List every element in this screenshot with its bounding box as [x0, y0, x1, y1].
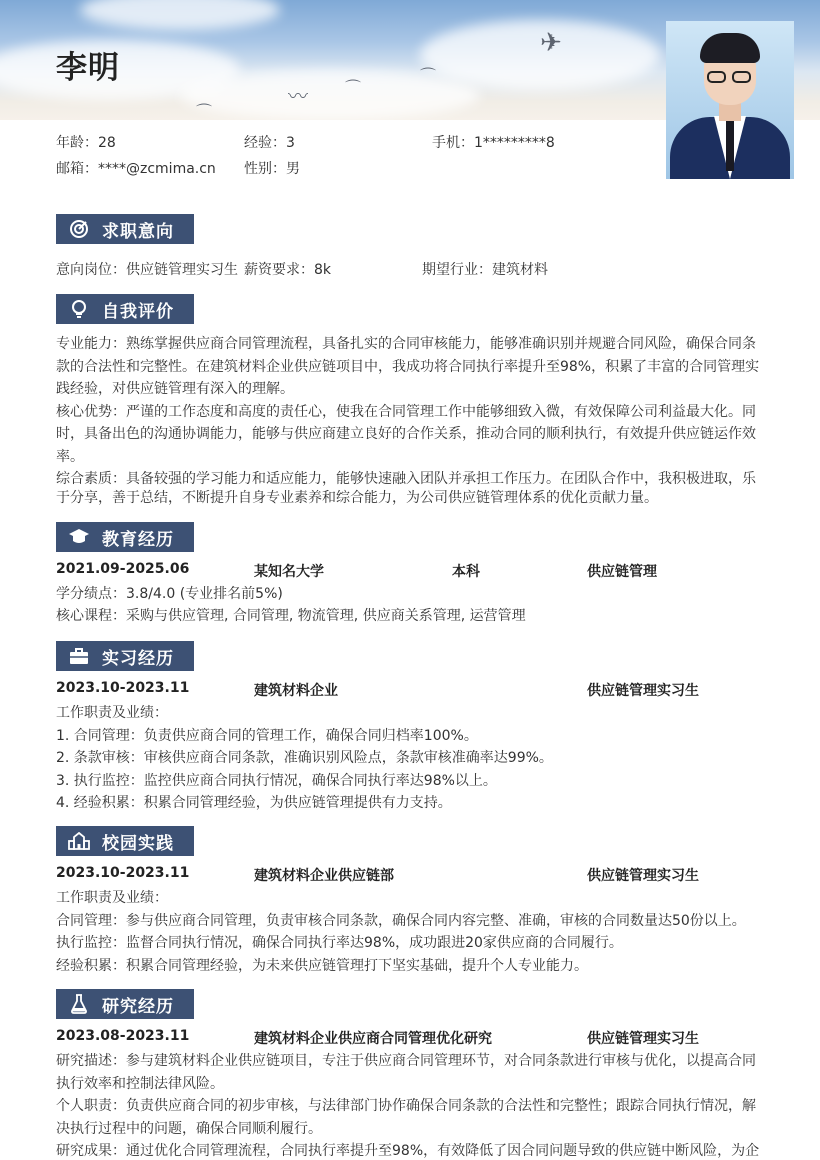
school-building-icon: [56, 826, 102, 856]
internship-period: 2023.10-2023.11: [56, 680, 190, 696]
gender: 性别：男: [244, 161, 300, 177]
education-gpa: 学分绩点：3.8/4.0 (专业排名前5%): [56, 586, 283, 602]
profile-photo: [666, 21, 794, 179]
internship-header-row: [56, 680, 766, 702]
self-eval-line: 专业能力：熟练掌握供应商合同管理流程，具备扎实的合同审核能力，能够准确识别并规避合同风险，确保合同条: [56, 336, 756, 352]
target-icon: [56, 214, 102, 244]
research-line: 个人职责：负责供应商合同的初步审核，与法律部门协作确保合同条款的合法性和完整性；跟踪合同执行情况，解: [56, 1098, 756, 1114]
cloud-decoration: [80, 0, 280, 30]
self-eval-line: 率。: [56, 448, 84, 465]
education-major: 供应链管理: [587, 564, 657, 580]
section-title-research: 研究经历: [56, 989, 194, 1019]
internship-item: 3. 执行监控：监控供应商合同执行情况，确保合同执行率达98%以上。: [56, 772, 497, 789]
research-line: 研究描述：参与建筑材料企业供应链项目，专注于供应商合同管理环节，对合同条款进行审核与优化，以提高合同: [56, 1053, 756, 1069]
campus-period: 2023.10-2023.11: [56, 865, 190, 881]
candidate-name: 李明: [56, 50, 120, 86]
section-title-self-eval: 自我评价: [56, 294, 194, 324]
email: 邮箱：****@zcmima.cn: [56, 161, 216, 177]
bird-icon: ⌒: [345, 78, 362, 97]
self-eval-line: 核心优势：严谨的工作态度和高度的责任心，使我在合同管理工作中能够细致入微，有效保障公司利益最大化。同: [56, 403, 756, 420]
education-period: 2021.09-2025.06: [56, 561, 190, 577]
self-eval-line: 时，具备出色的沟通协调能力，能够与供应商建立良好的合作关系，推动合同的顺利执行，有效提升供应链运作效: [56, 426, 756, 442]
intent-position: 意向岗位：供应链管理实习生: [56, 262, 238, 278]
internship-company: 建筑材料企业: [254, 683, 338, 699]
self-eval-line: 于分享，善于总结，不断提升自身专业素养和综合能力，为公司供应链管理体系的优化贡献力量。: [56, 490, 658, 506]
education-courses: 核心课程：采购与供应管理, 合同管理, 物流管理, 供应商关系管理, 运营管理: [56, 608, 526, 624]
education-school: 某知名大学: [254, 564, 324, 580]
section-title-internship: 实习经历: [56, 641, 194, 671]
briefcase-icon: [56, 641, 102, 671]
bird-icon: ⌒: [196, 102, 213, 120]
bird-icon: ✈: [540, 28, 562, 58]
bird-icon: ⌒: [420, 66, 437, 85]
self-eval-line: 款的合法性和完整性。在建筑材料企业供应链项目中，我成功将合同执行率提升至98%，积累了丰富的合同管理实: [56, 358, 760, 375]
internship-item: 2. 条款审核：审核供应商合同条款，准确识别风险点，条款审核准确率达99%。: [56, 750, 553, 766]
self-eval-line: 践经验，对供应链管理有深入的理解。: [56, 381, 294, 397]
age: 年龄：28: [56, 135, 116, 151]
research-project: 建筑材料企业供应商合同管理优化研究: [254, 1031, 492, 1047]
campus-role: 供应链管理实习生: [587, 868, 699, 884]
section-title-campus: 校园实践: [56, 826, 194, 856]
campus-item: 合同管理：参与供应商合同管理，负责审核合同条款，确保合同内容完整、准确，审核的合同数量达50份以上。: [56, 912, 746, 929]
education-header-row: [56, 561, 766, 583]
phone: 手机：1*********8: [432, 135, 555, 151]
research-period: 2023.08-2023.11: [56, 1028, 190, 1044]
campus-header-row: [56, 865, 766, 887]
internship-intro: 工作职责及业绩：: [56, 705, 168, 721]
self-eval-line: 综合素质：具备较强的学习能力和适应能力，能够快速融入团队并承担工作压力。在团队合作中，我积极进取，乐: [56, 471, 756, 487]
section-title-intent: 求职意向: [56, 214, 194, 244]
graduation-cap-icon: [56, 522, 102, 552]
campus-item: 执行监控：监督合同执行情况，确保合同执行率达98%，成功跟进20家供应商的合同履行。: [56, 935, 623, 951]
research-header-row: [56, 1028, 766, 1050]
lightbulb-icon: [56, 294, 102, 324]
research-line: 执行效率和控制法律风险。: [56, 1075, 224, 1092]
bird-icon: 〰: [288, 84, 308, 108]
campus-item: 经验积累：积累合同管理经验，为未来供应链管理打下坚实基础，提升个人专业能力。: [56, 957, 588, 974]
internship-item: 1. 合同管理：负责供应商合同的管理工作，确保合同归档率100%。: [56, 727, 478, 744]
research-line: 决执行过程中的问题，确保合同顺利履行。: [56, 1120, 322, 1137]
intent-industry: 期望行业：建筑材料: [422, 262, 548, 278]
flask-icon: [56, 989, 102, 1019]
research-line: 研究成果：通过优化合同管理流程，合同执行率提升至98%，有效降低了因合同问题导致的供应链中断风险，为企: [56, 1143, 760, 1159]
experience: 经验：3: [244, 135, 295, 151]
education-degree: 本科: [452, 564, 480, 580]
campus-intro: 工作职责及业绩：: [56, 890, 168, 906]
internship-item: 4. 经验积累：积累合同管理经验，为供应链管理提供有力支持。: [56, 795, 452, 811]
research-role: 供应链管理实习生: [587, 1031, 699, 1047]
intent-salary: 薪资要求：8k: [244, 262, 332, 278]
internship-role: 供应链管理实习生: [587, 683, 699, 699]
section-title-education: 教育经历: [56, 522, 194, 552]
campus-org: 建筑材料企业供应链部: [254, 868, 394, 884]
